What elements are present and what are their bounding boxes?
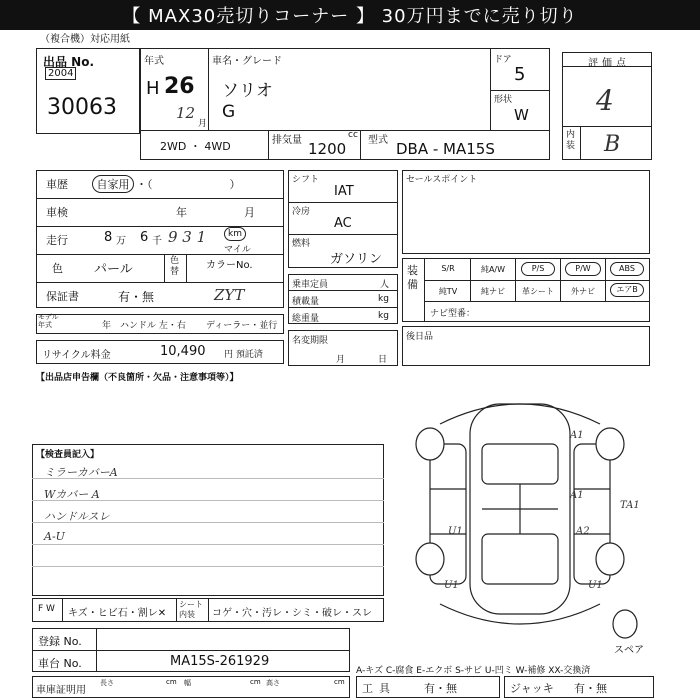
ac-value: AC	[334, 216, 352, 231]
dealer-type: ディーラー・並行	[206, 321, 278, 331]
lot-small-number: 2004	[45, 67, 76, 80]
capacity-unit: 人	[380, 280, 390, 290]
fuel-label: 燃料	[292, 239, 311, 249]
capacity-label: 乗車定員	[292, 280, 329, 290]
height-label: 高さ	[266, 679, 280, 687]
color-code-value: ZYT	[214, 286, 245, 304]
mileage-sen: 6	[140, 230, 149, 245]
month-unit: 月	[198, 119, 208, 129]
warranty-value: 有・無	[118, 290, 155, 304]
spare-label: スペア	[614, 645, 644, 656]
mileage-handwritten: 9 3 1	[168, 228, 207, 246]
load-unit: kg	[378, 294, 389, 304]
inspector-label: 【検査員記入】	[36, 450, 100, 460]
equip-sunroof: S/R	[441, 264, 455, 273]
equipment-label: 装備	[407, 264, 418, 291]
model-year-unit: 年	[102, 321, 112, 331]
damage-mark: TA1	[620, 500, 640, 511]
jack-label: ジャッキ	[510, 682, 554, 695]
type-value: DBA - MA15S	[396, 140, 495, 158]
handle-side: ハンドル 左・右	[120, 321, 186, 331]
damage-mark: A1	[570, 430, 584, 441]
sales-point-label: セールスポイント	[406, 175, 478, 185]
displacement-label: 排気量	[272, 135, 302, 146]
doors-value: 5	[514, 64, 526, 85]
mileage-man-unit: 万	[116, 236, 126, 247]
ac-label: 冷房	[292, 207, 311, 217]
interior-label: 内装	[566, 130, 576, 151]
recycle-label: リサイクル料金	[42, 350, 111, 361]
equip-aftermarket-navi: 外ナビ	[571, 287, 595, 296]
model-grade: G	[222, 102, 236, 122]
equip-power-steering: P/S	[521, 262, 555, 276]
damage-mark: A1	[570, 490, 584, 501]
jack-value: 有・無	[574, 682, 607, 695]
lot-number: 30063	[47, 95, 117, 120]
rating-value: 4	[596, 84, 614, 117]
color-code-label: カラーNo.	[206, 260, 253, 271]
name-change-label: 名変期限	[292, 336, 329, 346]
inspection-year: 年	[176, 206, 187, 219]
damage-mark: U1	[448, 526, 463, 537]
equip-tv: 純TV	[438, 287, 458, 296]
chassis-value: MA15S-261929	[170, 654, 270, 669]
shape-value: W	[514, 106, 529, 124]
lot-label: 出品 No.	[43, 55, 95, 69]
model-year-label: モデル年式	[38, 313, 59, 329]
history-rest: ・（ ）	[136, 178, 241, 191]
model-name: ソリオ	[222, 81, 273, 101]
name-change-day: 日	[378, 355, 388, 365]
displacement-value: 1200	[308, 140, 347, 158]
seat-label: シート内装	[179, 600, 203, 619]
color-value: パール	[94, 262, 133, 277]
length-unit: cm	[166, 678, 177, 686]
doors-label: ドア	[494, 55, 512, 65]
damage-legend: A-キズ C-腐食 E-エクボ S-サビ U-凹ミ W-補修 XX-交換済	[356, 666, 591, 676]
year-era: H	[146, 78, 160, 99]
seat-text: コゲ・穴・汚レ・シミ・破レ・スレ	[212, 608, 372, 619]
weight-label: 総重量	[292, 314, 320, 324]
equip-alloy-wheels: 純A/W	[480, 265, 506, 274]
chassis-label: 車台 No.	[38, 657, 82, 670]
height-unit: cm	[334, 678, 345, 686]
banner: 【 MAX30売切りコーナー 】 30万円までに売り切り	[0, 0, 700, 30]
post-input-label: 後日品	[406, 332, 434, 342]
fuel-value: ガソリン	[330, 252, 383, 267]
weight-unit: kg	[378, 311, 389, 321]
car-damage-diagram	[400, 384, 660, 654]
fw-text: キズ・ヒビ石・割レ✕	[68, 608, 167, 619]
recycle-value: 10,490	[160, 344, 206, 359]
mileage-sen-unit: 千	[152, 236, 162, 247]
shape-label: 形状	[494, 95, 513, 105]
top-note: （複合機）対応用紙	[40, 34, 130, 45]
load-label: 積載量	[292, 297, 320, 307]
year-value: 26	[164, 74, 195, 99]
damage-mark: U1	[444, 580, 459, 591]
inspection-month: 月	[244, 206, 255, 219]
mileage-label: 走行	[46, 234, 68, 247]
inspector-note: Wカバー A	[44, 488, 100, 501]
history-option: 自家用	[92, 175, 134, 193]
navi-model-label: ナビ型番：	[430, 309, 476, 319]
model-label: 車名・グレード	[212, 56, 282, 67]
type-label: 型式	[368, 135, 388, 146]
fw-label: F W	[38, 604, 55, 614]
equip-power-windows: P/W	[565, 262, 601, 276]
year-month: 12	[176, 104, 196, 122]
equip-abs: ABS	[610, 262, 644, 276]
damage-mark: U1	[588, 580, 603, 591]
shift-value: IAT	[334, 184, 354, 199]
warranty-label: 保証書	[46, 290, 79, 303]
equip-navi: 純ナビ	[481, 287, 505, 296]
garage-cert-label: 車庫証明用	[36, 685, 86, 696]
inspector-note: A-U	[44, 530, 65, 543]
seller-notes-label: 【出品店申告欄（不良箇所・欠品・注意事項等）】	[36, 373, 239, 383]
lot-box	[36, 48, 140, 134]
damage-mark: A2	[576, 526, 590, 537]
width-label: 幅	[184, 679, 191, 687]
length-label: 長さ	[100, 679, 114, 687]
tools-label: 工具	[362, 682, 396, 695]
name-change-month: 月	[336, 355, 346, 365]
width-unit: cm	[250, 678, 261, 686]
history-label: 車歴	[46, 178, 68, 191]
mileage-man: 8	[104, 230, 113, 245]
equip-leather: 革シート	[522, 287, 554, 296]
inspection-label: 車検	[46, 206, 68, 219]
equip-airbag: エアB	[610, 283, 644, 297]
tools-value: 有・無	[424, 682, 457, 695]
inspector-note: ミラーカバーA	[44, 466, 118, 479]
post-input-box	[402, 326, 650, 366]
recycle-unit: 円 預託済	[224, 350, 263, 360]
inspector-note: ハンドルスレ	[44, 510, 110, 523]
mileage-km-circle: km	[224, 227, 246, 241]
displacement-unit: cc	[348, 130, 358, 140]
year-label: 年式	[144, 56, 164, 67]
drive-type: 2WD ・ 4WD	[160, 140, 231, 153]
mileage-mile: マイル	[224, 245, 251, 255]
color-change-label: 色替	[170, 256, 180, 277]
registration-label: 登録 No.	[38, 635, 82, 648]
color-label: 色	[52, 262, 63, 275]
interior-value: B	[604, 132, 621, 157]
rating-label: 評価点	[588, 58, 630, 69]
shift-label: シフト	[292, 175, 320, 185]
